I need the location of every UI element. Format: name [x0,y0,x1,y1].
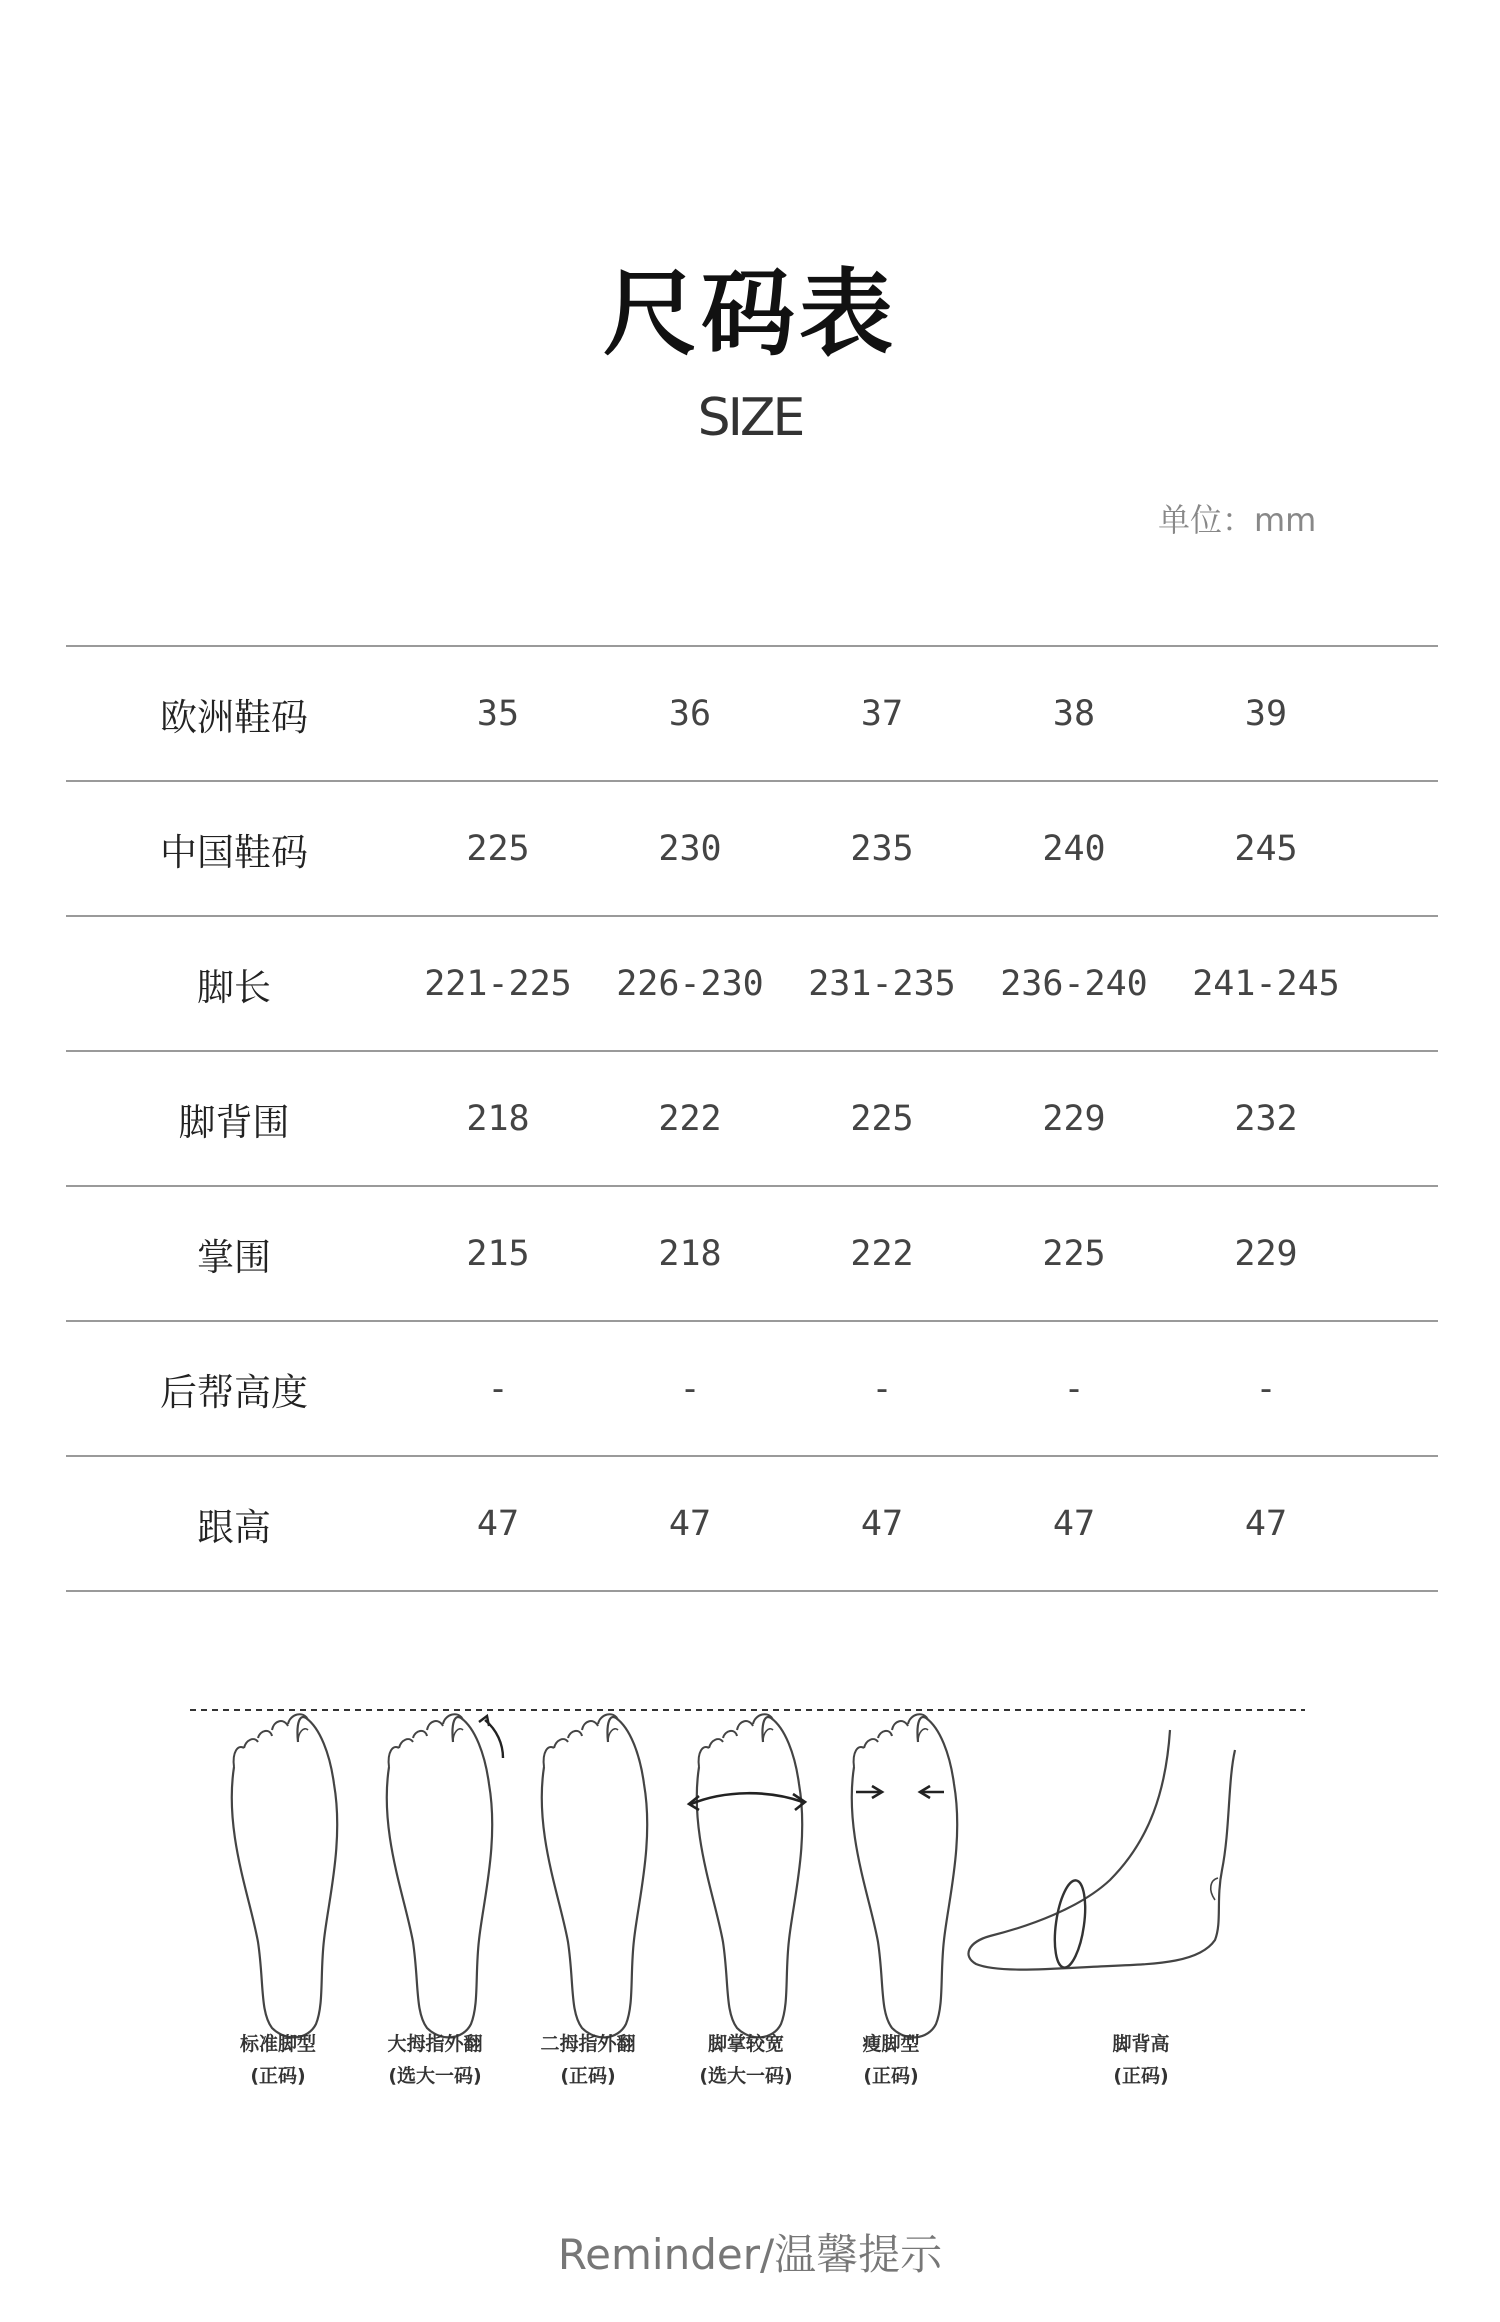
table-cell: 232 [1170,1051,1362,1186]
table-cell: - [594,1321,786,1456]
table-row [66,916,1438,1051]
table-cell: 222 [786,1186,978,1321]
table-cell: 47 [978,1456,1170,1591]
table-spacer [1362,646,1438,781]
high-instep-foot-icon [968,1730,1235,1970]
row-label: 后帮高度 [66,1321,402,1456]
table-row [66,1051,1438,1186]
row-label: 中国鞋码 [66,781,402,916]
table-row [66,1321,1438,1456]
table-cell: 47 [594,1456,786,1591]
table-cell: - [978,1321,1170,1456]
table-row [66,646,1438,781]
table-spacer [1362,1321,1438,1456]
foot-type-label: 瘦脚型 (正码) [862,2033,920,2087]
foot-type-label: 二拇指外翻 (正码) [540,2033,636,2087]
table-cell: 222 [594,1051,786,1186]
page-subtitle: SIZE [697,388,803,448]
table-spacer [1362,1051,1438,1186]
table-cell: 47 [1170,1456,1362,1591]
table-cell: 230 [594,781,786,916]
page-title: 尺码表 [602,260,897,369]
second-toe-foot-icon [542,1714,647,2037]
table-row [66,781,1438,916]
table-cell: 241-245 [1170,916,1362,1051]
row-label: 掌围 [66,1186,402,1321]
table-cell: - [786,1321,978,1456]
table-cell: 38 [978,646,1170,781]
foot-type-label: 脚背高 (正码) [1112,2033,1170,2087]
table-cell: 218 [402,1051,594,1186]
table-cell: 37 [786,646,978,781]
table-cell: 225 [786,1051,978,1186]
row-label: 跟高 [66,1456,402,1591]
table-cell: - [1170,1321,1362,1456]
row-label: 欧洲鞋码 [66,646,402,781]
reminder-heading: Reminder/温馨提示 [557,2230,943,2279]
table-cell: 236-240 [978,916,1170,1051]
bunion-foot-icon [387,1714,503,2037]
foot-type-label: 脚掌较宽 (选大一码) [699,2033,793,2087]
table-cell: 218 [594,1186,786,1321]
standard-foot-icon [232,1714,337,2037]
foot-types-illustration [180,1690,1340,2050]
table-cell: 225 [978,1186,1170,1321]
unit-label: 单位：mm [1158,501,1317,539]
table-cell: 47 [402,1456,594,1591]
table-cell: 245 [1170,781,1362,916]
table-cell: - [402,1321,594,1456]
foot-type-label: 标准脚型 (正码) [239,2033,316,2087]
table-cell: 39 [1170,646,1362,781]
wide-foot-icon [689,1714,805,2037]
table-cell: 240 [978,781,1170,916]
row-label: 脚长 [66,916,402,1051]
table-cell: 36 [594,646,786,781]
table-cell: 226-230 [594,916,786,1051]
table-spacer [1362,916,1438,1051]
table-cell: 235 [786,781,978,916]
row-label: 脚背围 [66,1051,402,1186]
table-cell: 229 [1170,1186,1362,1321]
table-cell: 231-235 [786,916,978,1051]
slim-foot-icon [852,1714,957,2037]
table-row [66,1456,1438,1591]
table-spacer [1362,1456,1438,1591]
table-spacer [1362,1186,1438,1321]
table-spacer [1362,781,1438,916]
table-row [66,1186,1438,1321]
table-cell: 47 [786,1456,978,1591]
table-cell: 35 [402,646,594,781]
table-cell: 221-225 [402,916,594,1051]
foot-type-label: 大拇指外翻 (选大一码) [387,2033,483,2087]
table-cell: 215 [402,1186,594,1321]
table-cell: 229 [978,1051,1170,1186]
size-table [66,645,1438,1592]
table-cell: 225 [402,781,594,916]
